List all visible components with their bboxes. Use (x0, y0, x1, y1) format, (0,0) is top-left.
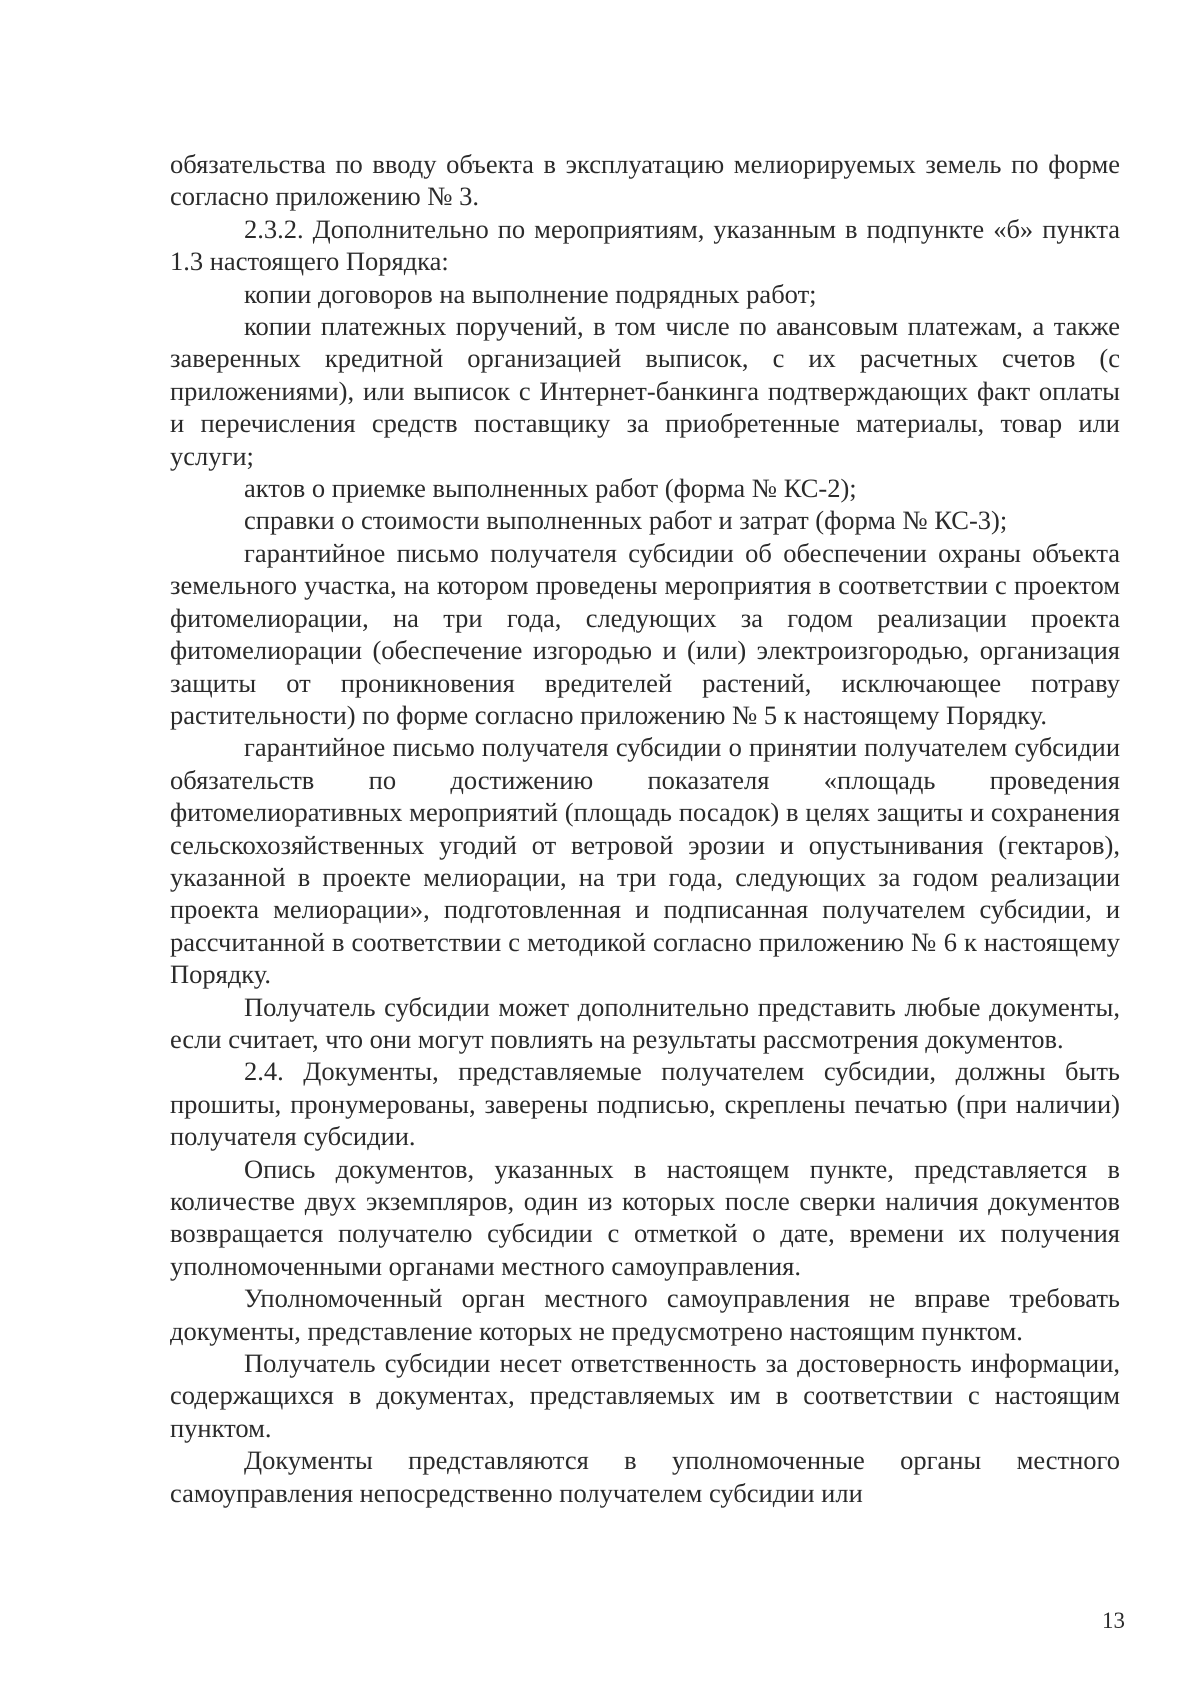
paragraph-contracts: копии договоров на выполнение подрядных работ; (244, 278, 817, 309)
paragraph-inventory: Опись документов, указанных в настоящем пункте, представляется в количестве двух экземпляров, один из которых после сверки наличия документов возвращается получателю субсидии с отметкой о дате, времени их получения уполномоченными органами местного самоуправления. (170, 1153, 1120, 1281)
paragraph-guarantee-protection: гарантийное письмо получателя субсидии об обеспечении охраны объекта земельного участка, на котором проведены мероприятия в соответствии с проектом фитомелиорации, на три года, следующих за годом реализации проекта фитомелиорации (обеспечение изгородью и (или) электроизгородью, организация защиты от проникновения вредителей растений, исключающее потраву растительности) по форме согласно приложению № 5 к настоящему Порядку. (170, 537, 1120, 730)
paragraph-additional-documents: Получатель субсидии может дополнительно представить любые документы, если считает, что они могут повлиять на результаты рассмотрения документов. (170, 991, 1120, 1054)
paragraph-ks2: актов о приемке выполненных работ (форма № КС-2); (244, 473, 857, 504)
paragraph-responsibility: Получатель субсидии несет ответственность за достоверность информации, содержащихся в документах, представляемых им в соответствии с настоящим пунктом. (170, 1348, 1120, 1443)
paragraph-2-4: 2.4. Документы, представляемые получателем субсидии, должны быть прошиты, пронумерованы, заверены подписью, скреплены печатью (при наличии) получателя субсидии. (170, 1056, 1120, 1152)
paragraph-ks3: справки о стоимости выполненных работ и затрат (форма № КС-3); (244, 505, 1008, 536)
page-number: 13 (1102, 1608, 1125, 1633)
paragraph-authority: Уполномоченный орган местного самоуправления не вправе требовать документы, представление которых не предусмотрено настоящим пунктом. (170, 1283, 1120, 1346)
paragraph-2-3-2: 2.3.2. Дополнительно по мероприятиям, указанным в подпункте «б» пункта 1.3 настоящего Порядка: (170, 213, 1120, 277)
paragraph-continuation: обязательства по вводу объекта в эксплуатацию мелиорируемых земель по форме согласно приложению № 3. (170, 149, 1120, 212)
paragraph-payment-orders: копии платежных поручений, в том числе по авансовым платежам, а также заверенных кредитной организацией выписок, с их расчетных счетов (с приложениями), или выписок с Интернет-банкинга подтверждающих факт оплаты и перечисления средств поставщику за приобретенные материалы, товар или услуги; (170, 311, 1120, 471)
paragraph-guarantee-indicator: гарантийное письмо получателя субсидии о принятии получателем субсидии обязательств по достижению показателя «площадь проведения фитомелиоративных мероприятий (площадь посадок) в целях защиты и сохранения сельскохозяйственных угодий от ветровой эрозии и опустынивания (гектаров), указанной в проекте мелиорации, на три года, следующих за годом реализации проекта мелиорации», подготовленная и подписанная получателем субсидии, и рассчитанной в соответствии с методикой согласно приложению № 6 к настоящему Порядку. (170, 732, 1120, 990)
body-text (170, 148, 1120, 1509)
paragraph-submission: Документы представляются в уполномоченные органы местного самоуправления непосредственно получателем субсидии или (170, 1445, 1120, 1508)
